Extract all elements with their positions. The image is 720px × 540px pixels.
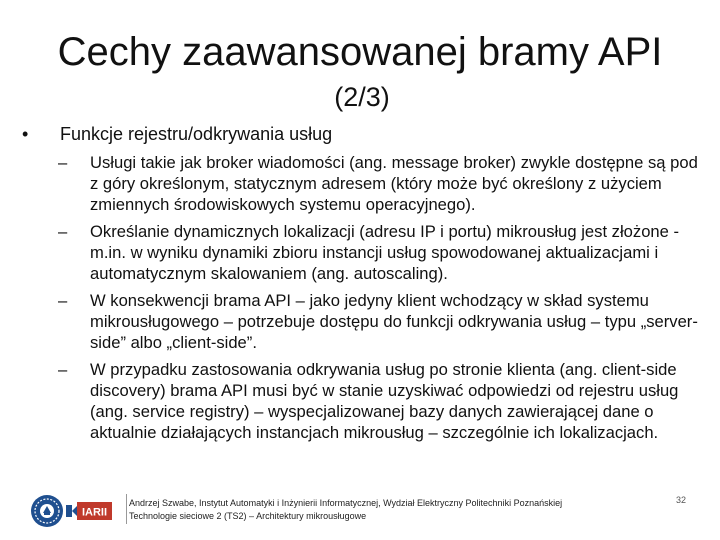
footer-line-1: Andrzej Szwabe, Instytut Automatyki i Inżynierii Informatycznej, Wydział Elektryczny Politechniki Poznańskiej: [129, 498, 563, 508]
sub-bullet-item: [58, 152, 698, 215]
dash-glyph: –: [58, 222, 68, 241]
sub-bullet-text: Określanie dynamicznych lokalizacji (adresu IP i portu) mikrousług jest złożone - m.in. w wyniku dynamiki zbioru instancji usług spowodowanej aktualizacjami i automatycznym skalowaniem (ang. autoscaling).: [90, 222, 680, 283]
bullet-glyph: •: [22, 124, 29, 144]
dash-glyph: –: [58, 153, 68, 172]
university-seal-logo: [30, 494, 64, 528]
sub-bullet-text: Usługi takie jak broker wiadomości (ang. message broker) zwykle dostępne są pod z góry określonym, statycznym adresem (który może być określony z użyciem zmiennych środowiskowych systemu operacyjnego).: [90, 153, 698, 214]
sub-bullet-text: W przypadku zastosowania odkrywania usług po stronie klienta (ang. client-side discovery) brama API musi być w stanie uzyskiwać odpowiedzi od rejestru usług (ang. service registry) – wyspecjalizowanej bazy danych zawierającej dane o aktualnie działających instancjach mikrousług – szczególnie ich lokalizacjach.: [90, 360, 679, 442]
slide-subtitle: [0, 80, 720, 114]
slide-title: Cechy zaawansowanej bramy API: [57, 30, 663, 74]
sub-bullet-item: [58, 221, 698, 284]
page-number: 32: [676, 495, 687, 505]
sub-bullet-text: W konsekwencji brama API – jako jedyny klient wchodzący w skład systemu mikrousługowego – potrzebuje dostępu do funkcji odkrywania usług – typu „server-side” albo „client-side”.: [90, 291, 698, 352]
sub-bullet-item: [58, 359, 698, 443]
dash-glyph: –: [58, 291, 68, 310]
footer-divider: [126, 494, 127, 524]
svg-text:IARII: IARII: [81, 506, 108, 519]
sub-bullet-item: [58, 290, 698, 353]
institute-logo: [66, 500, 114, 522]
subtitle-text: (2/3): [334, 82, 390, 112]
bullet-text: Funkcje rejestru/odkrywania usług: [60, 124, 333, 144]
sub-bullet-list: [58, 152, 698, 449]
dash-glyph: –: [58, 360, 68, 379]
footer-credits: [129, 497, 649, 523]
footer-line-2: Technologie sieciowe 2 (TS2) – Architektury mikrousługowe: [129, 511, 367, 521]
